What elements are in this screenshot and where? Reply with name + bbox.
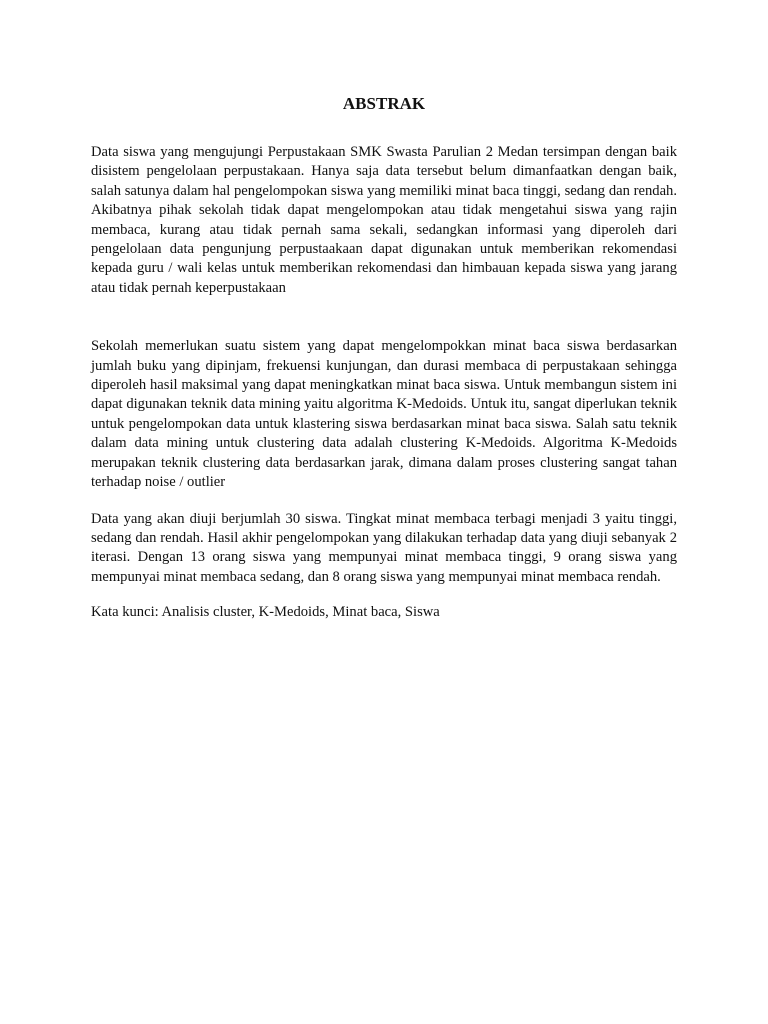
abstract-paragraph-2: Sekolah memerlukan suatu sistem yang dapat mengelompokkan minat baca siswa berdasarkan jumlah buku yang dipinjam, frekuensi kunjungan, dan durasi membaca di perpustakaan sehingga diperoleh hasil maksimal yang dapat meningkatkan minat baca siswa. Untuk membangun sistem ini dapat digunakan teknik data mining yaitu algoritma K-Medoids. Untuk itu, sangat diperlukan teknik untuk pengelompokan data untuk klastering siswa berdasarkan minat baca siswa. Salah satu teknik dalam data mining untuk clustering data adalah clustering K-Medoids. Algoritma K-Medoids merupakan teknik clustering data berdasarkan jarak, dimana dalam proses clustering sangat tahan terhadap noise / outlier [91,338,677,491]
keywords-line: Kata kunci: Analisis cluster, K-Medoids, Minat baca, Siswa [91,604,440,621]
document-page [91,92,677,623]
abstract-paragraph-1: Data siswa yang mengujungi Perpustakaan SMK Swasta Parulian 2 Medan tersimpan dengan baik disistem pengelolaan perpustakaan. Hanya saja data tersebut belum dimanfaatkan dengan baik, salah satunya dalam hal pengelompokan siswa yang memiliki minat baca tinggi, sedang dan rendah. Akibatnya pihak sekolah tidak dapat mengelompokan atau tidak mengetahui siswa yang rajin membaca, kurang atau tidak pernah sama sekali, sedangkan informasi yang diperoleh dari pengelolaan data pengunjung perpustaakaan dapat digunakan untuk memberikan rekomendasi kepada guru / wali kelas untuk memberikan rekomendasi dan himbauan kepada siswa yang jarang atau tidak pernah keperpustakaan [91,144,677,296]
abstract-title: ABSTRAK [342,94,426,113]
abstract-paragraph-3: Data yang akan diuji berjumlah 30 siswa. Tingkat minat membaca terbagi menjadi 3 yaitu tinggi, sedang dan rendah. Hasil akhir pengelompokan yang dilakukan terhadap data yang diuji sebanyak 2 iterasi. Dengan 13 orang siswa yang mempunyai minat membaca tinggi, 9 orang siswa yang mempunyai minat membaca sedang, dan 8 orang siswa yang mempunyai minat membaca rendah. [91,510,677,585]
